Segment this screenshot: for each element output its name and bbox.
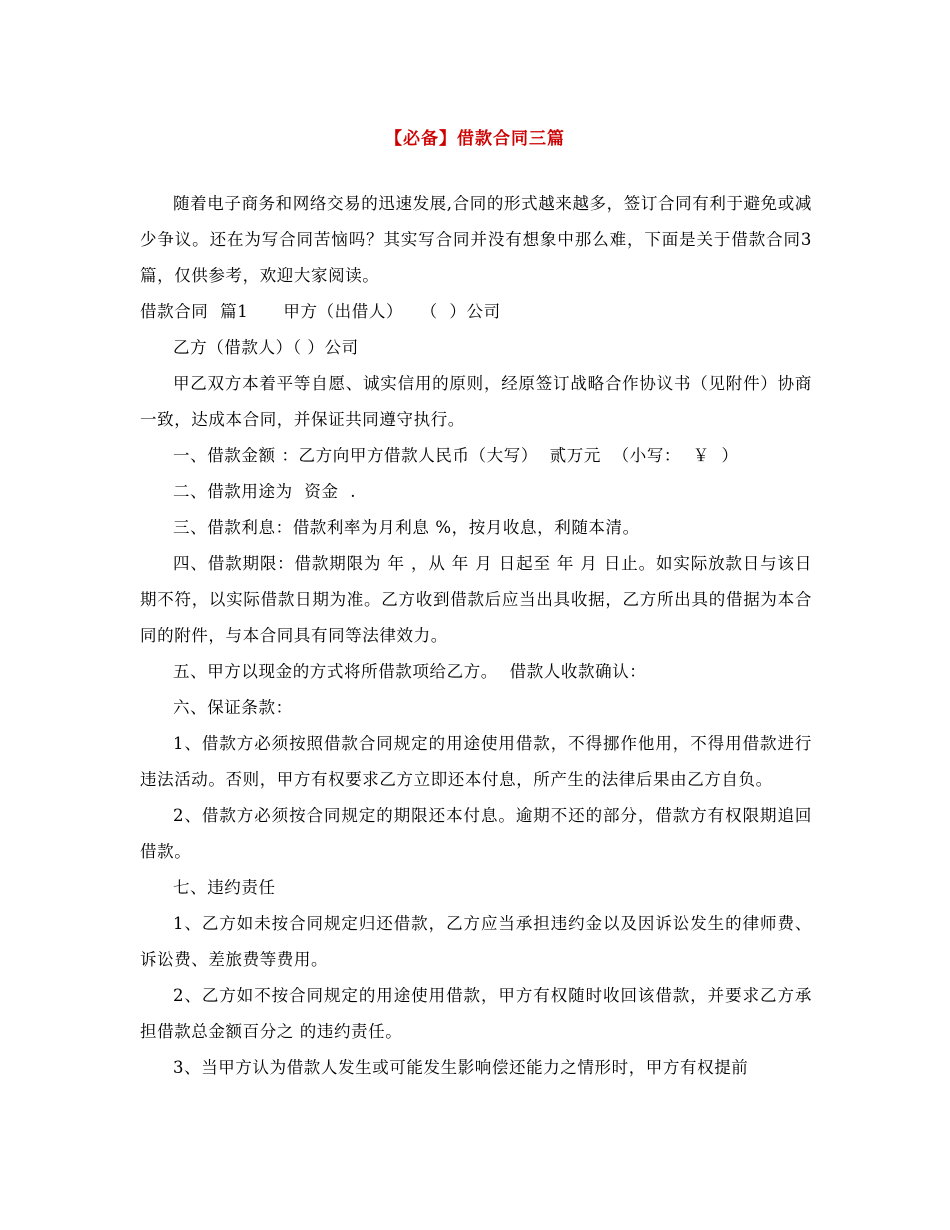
paragraph-clause-6-1: 1、借款方必须按照借款合同规定的用途使用借款，不得挪作他用，不得用借款进行违法活动。否则，甲方有权要求乙方立即还本付息，所产生的法律后果由乙方自负。 bbox=[140, 734, 812, 789]
paragraph-clause-6-2: 2、借款方必须按合同规定的期限还本付息。逾期不还的部分，借款方有权限期追回借款。 bbox=[140, 806, 812, 861]
paragraph-intro: 随着电子商务和网络交易的迅速发展,合同的形式越来越多，签订合同有利于避免或减少争议。还在为写合同苦恼吗？其实写合同并没有想象中那么难，下面是关于借款合同3篇，仅供参考，欢迎大家阅读。 bbox=[140, 194, 812, 285]
paragraph-clause-6: 六、保证条款： bbox=[173, 698, 293, 717]
paragraph-clause-7-3: 3、当甲方认为借款人发生或可能发生影响偿还能力之情形时，甲方有权提前 bbox=[173, 1058, 749, 1077]
paragraph-clause-7-2: 2、乙方如不按合同规定的用途使用借款，甲方有权随时收回该借款，并要求乙方承担借款总金额百分之 的违约责任。 bbox=[140, 986, 812, 1041]
paragraph-clause-3: 三、借款利息：借款利率为月利息 %，按月收息，利随本清。 bbox=[173, 518, 640, 537]
paragraph-clause-2: 二、借款用途为 资金 . bbox=[173, 482, 357, 501]
document-body bbox=[140, 186, 812, 1086]
paragraph-party-b: 乙方（借款人）（ ）公司 bbox=[173, 338, 359, 357]
paragraph-preamble: 甲乙双方本着平等自愿、诚实信用的原则，经原签订战略合作协议书（见附件）协商一致，达成本合同，并保证共同遵守执行。 bbox=[140, 374, 812, 429]
paragraph-clause-7-1: 1、乙方如未按合同规定归还借款，乙方应当承担违约金以及因诉讼发生的律师费、诉讼费、差旅费等费用。 bbox=[140, 914, 812, 969]
paragraph-clause-4: 四、借款期限：借款期限为 年 ，从 年 月 日起至 年 月 日止。如实际放款日与该日期不符，以实际借款日期为准。乙方收到借款后应当出具收据，乙方所出具的借据为本合同的附件，与本合同具有同等法律效力。 bbox=[140, 554, 812, 645]
document-title: 【必备】借款合同三篇 bbox=[385, 129, 565, 149]
paragraph-clause-1: 一、借款金额 ：乙方向甲方借款人民币（大写） 贰万元 （小写： ￥ ） bbox=[173, 446, 739, 465]
paragraph-clause-5: 五、甲方以现金的方式将所借款项给乙方。 借款人收款确认： bbox=[173, 662, 647, 681]
paragraph-contract-heading: 借款合同 篇1 甲方（出借人） （ ）公司 bbox=[140, 302, 501, 321]
paragraph-clause-7: 七、违约责任 bbox=[173, 878, 276, 897]
